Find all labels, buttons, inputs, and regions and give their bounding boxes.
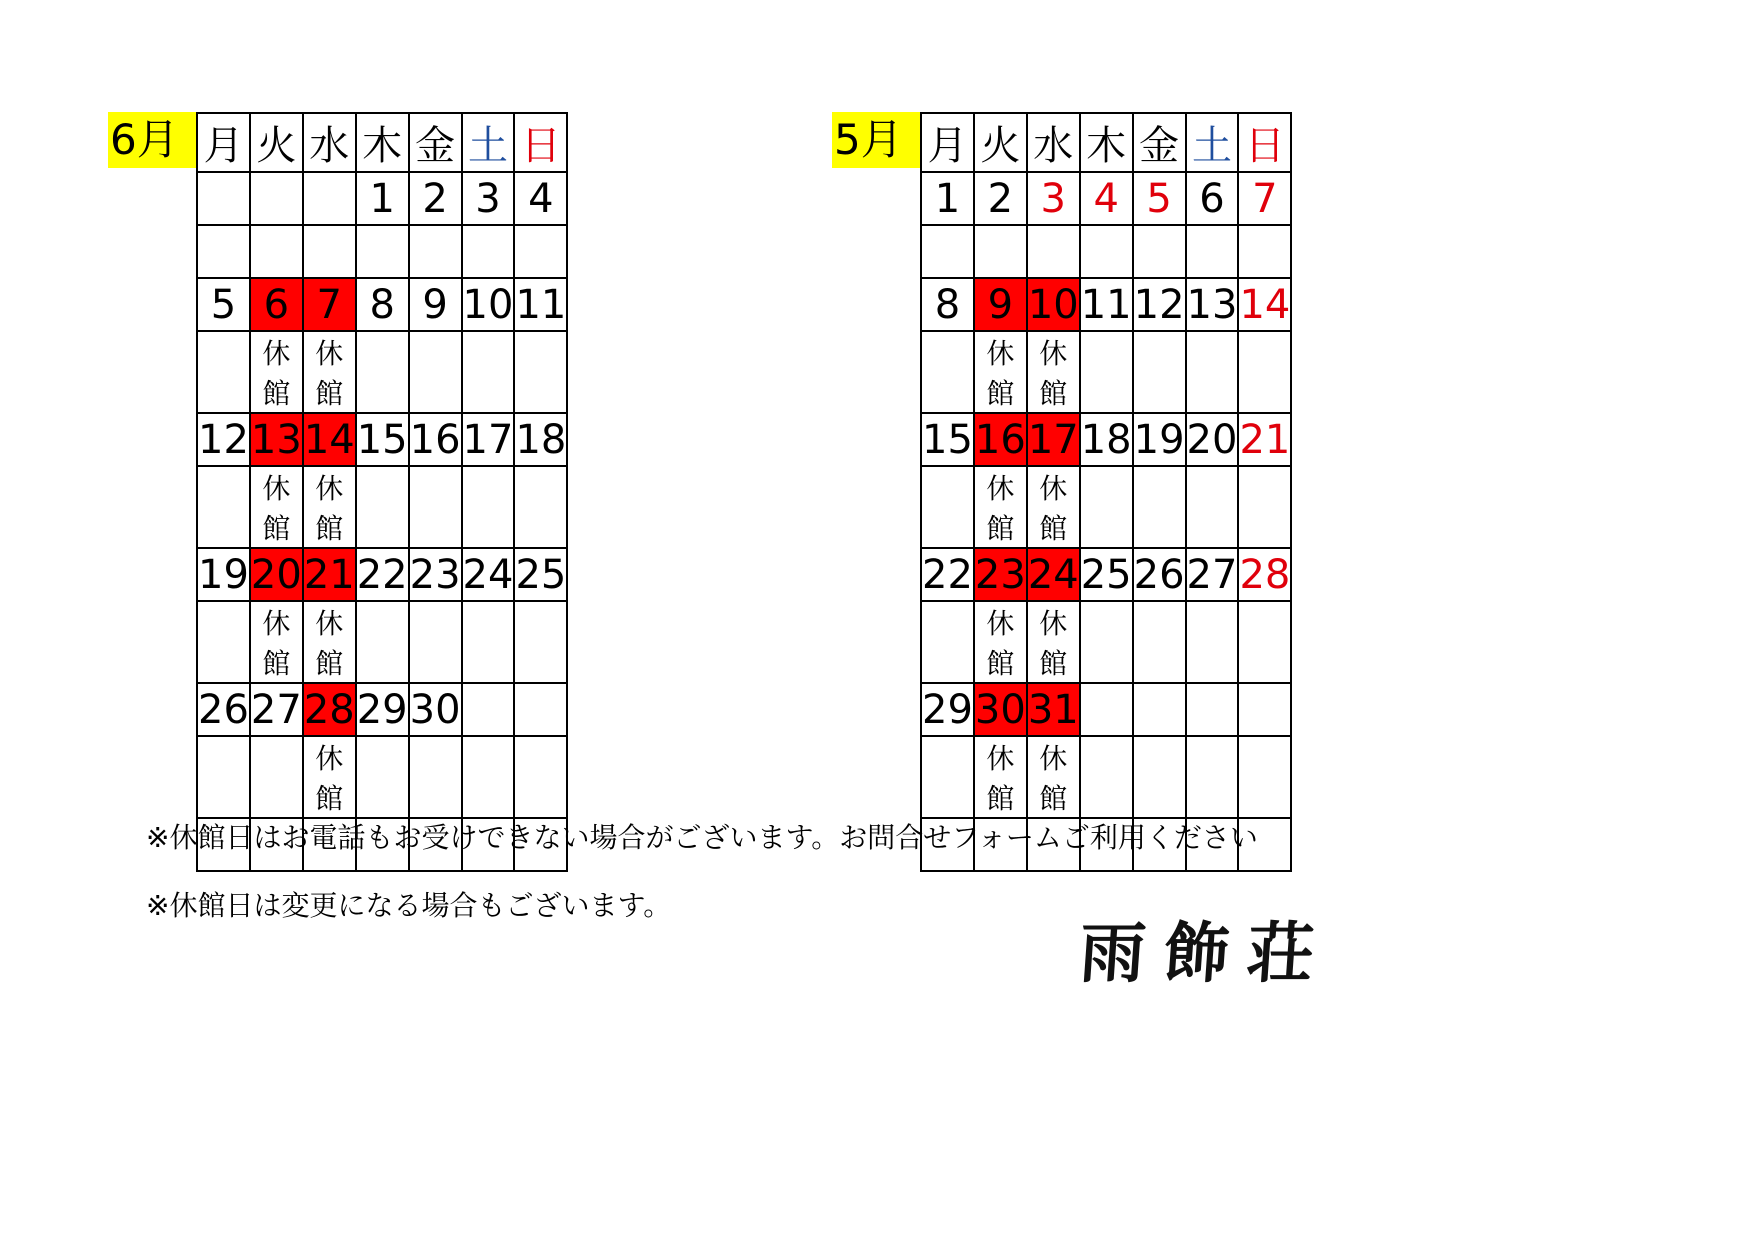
date-cell: 20: [1186, 413, 1239, 466]
weekday-sat: 土: [462, 113, 515, 172]
date-cell: 2: [974, 172, 1027, 225]
closed-note: 休館: [1027, 736, 1080, 818]
note-cell: [514, 601, 567, 683]
note-cell: [462, 601, 515, 683]
date-cell: 29: [921, 683, 974, 736]
date-cell: 2: [409, 172, 462, 225]
date-cell-holiday: 14: [1238, 278, 1291, 331]
date-row: [921, 548, 1291, 601]
date-cell-holiday: 3: [1027, 172, 1080, 225]
date-cell-holiday: 21: [1238, 413, 1291, 466]
note-cell: [1186, 736, 1239, 818]
date-row: [921, 413, 1291, 466]
note-cell: [1186, 601, 1239, 683]
date-cell-closed: 21: [303, 548, 356, 601]
closed-note: 休館: [974, 736, 1027, 818]
closed-note: 休館: [303, 331, 356, 413]
note-cell: [197, 225, 250, 278]
note-cell: [356, 601, 409, 683]
closed-note: 休館: [974, 331, 1027, 413]
date-cell-closed: 17: [1027, 413, 1080, 466]
date-row: [197, 278, 567, 331]
note-row: [197, 736, 567, 818]
note-row: [921, 466, 1291, 548]
date-cell: [1133, 683, 1186, 736]
date-cell: 13: [1186, 278, 1239, 331]
closed-note: 休館: [1027, 466, 1080, 548]
note-row: [921, 601, 1291, 683]
date-row: [197, 683, 567, 736]
date-cell: 12: [197, 413, 250, 466]
note-cell: [409, 601, 462, 683]
note-cell: [514, 736, 567, 818]
note-row: [921, 736, 1291, 818]
date-row: [921, 683, 1291, 736]
date-cell: 6: [1186, 172, 1239, 225]
note-row: [197, 331, 567, 413]
note-cell: [514, 225, 567, 278]
date-cell: 3: [462, 172, 515, 225]
note-cell: [462, 225, 515, 278]
date-cell: 12: [1133, 278, 1186, 331]
date-cell: 27: [250, 683, 303, 736]
weekday-mon: 月: [921, 113, 974, 172]
date-cell: 22: [921, 548, 974, 601]
date-cell: 26: [197, 683, 250, 736]
date-cell: 26: [1133, 548, 1186, 601]
date-cell: 5: [197, 278, 250, 331]
closed-note: 休館: [250, 331, 303, 413]
closed-note: 休館: [303, 736, 356, 818]
date-cell: [1080, 683, 1133, 736]
note-cell: [1080, 225, 1133, 278]
note-cell: [974, 225, 1027, 278]
date-cell-holiday: 7: [1238, 172, 1291, 225]
date-cell: [462, 683, 515, 736]
note-cell: [250, 225, 303, 278]
date-cell: 25: [1080, 548, 1133, 601]
weekday-header-row: [921, 113, 1291, 172]
note-cell: [514, 466, 567, 548]
weekday-sun: 日: [1238, 113, 1291, 172]
date-cell: 10: [462, 278, 515, 331]
note-cell: [1133, 225, 1186, 278]
date-cell-closed: 6: [250, 278, 303, 331]
note-cell: [303, 225, 356, 278]
note-cell: [356, 331, 409, 413]
date-cell: 11: [1080, 278, 1133, 331]
date-cell: 27: [1186, 548, 1239, 601]
closed-note: 休館: [1027, 601, 1080, 683]
date-cell-closed: 23: [974, 548, 1027, 601]
note-cell: [197, 331, 250, 413]
date-cell: 30: [409, 683, 462, 736]
date-cell: [514, 683, 567, 736]
closed-note: 休館: [974, 601, 1027, 683]
date-cell-closed: 14: [303, 413, 356, 466]
closure-notice-1: ※休館日はお電話もお受けできない場合がございます。お問合せフォームご利用ください: [146, 821, 1258, 854]
note-row: [197, 225, 567, 278]
note-cell: [1238, 736, 1291, 818]
note-cell: [921, 466, 974, 548]
date-cell: 1: [356, 172, 409, 225]
date-cell: 16: [409, 413, 462, 466]
closed-note: 休館: [1027, 331, 1080, 413]
date-cell: 24: [462, 548, 515, 601]
date-cell: 29: [356, 683, 409, 736]
note-cell: [197, 601, 250, 683]
note-cell: [1080, 736, 1133, 818]
date-cell: [197, 172, 250, 225]
date-cell: 18: [514, 413, 567, 466]
note-cell: [1238, 225, 1291, 278]
date-cell: 17: [462, 413, 515, 466]
date-cell-holiday: 4: [1080, 172, 1133, 225]
note-cell: [409, 331, 462, 413]
date-cell: 19: [197, 548, 250, 601]
closed-note: 休館: [250, 466, 303, 548]
date-cell: 15: [921, 413, 974, 466]
date-cell: [303, 172, 356, 225]
note-row: [197, 466, 567, 548]
weekday-header-row: [197, 113, 567, 172]
date-cell-closed: 30: [974, 683, 1027, 736]
note-cell: [1133, 331, 1186, 413]
date-cell-closed: 13: [250, 413, 303, 466]
date-cell-holiday: 28: [1238, 548, 1291, 601]
date-cell: 8: [356, 278, 409, 331]
calendar-grid: [920, 112, 1292, 872]
date-cell-closed: 9: [974, 278, 1027, 331]
note-cell: [356, 736, 409, 818]
date-cell: 4: [514, 172, 567, 225]
date-cell-closed: 31: [1027, 683, 1080, 736]
note-cell: [1027, 225, 1080, 278]
date-cell: 19: [1133, 413, 1186, 466]
note-cell: [1186, 225, 1239, 278]
weekday-thu: 木: [1080, 113, 1133, 172]
weekday-mon: 月: [197, 113, 250, 172]
note-cell: [197, 466, 250, 548]
date-cell-closed: 16: [974, 413, 1027, 466]
closed-note: 休館: [974, 466, 1027, 548]
note-cell: [1080, 466, 1133, 548]
date-cell-closed: 7: [303, 278, 356, 331]
note-cell: [462, 466, 515, 548]
note-cell: [462, 331, 515, 413]
date-cell: 22: [356, 548, 409, 601]
note-cell: [1080, 601, 1133, 683]
date-cell-holiday: 5: [1133, 172, 1186, 225]
closed-note: 休館: [303, 601, 356, 683]
weekday-tue: 火: [974, 113, 1027, 172]
note-cell: [1238, 466, 1291, 548]
date-row: [921, 278, 1291, 331]
date-cell-closed: 28: [303, 683, 356, 736]
note-cell: [1133, 736, 1186, 818]
date-cell: 1: [921, 172, 974, 225]
note-cell: [409, 736, 462, 818]
date-cell: 9: [409, 278, 462, 331]
closed-note: 休館: [250, 601, 303, 683]
weekday-fri: 金: [409, 113, 462, 172]
note-cell: [356, 225, 409, 278]
date-cell: 8: [921, 278, 974, 331]
note-cell: [462, 736, 515, 818]
note-cell: [1186, 466, 1239, 548]
closed-note: 休館: [303, 466, 356, 548]
note-cell: [250, 736, 303, 818]
note-cell: [921, 225, 974, 278]
note-cell: [921, 736, 974, 818]
date-row: [197, 413, 567, 466]
date-row: [197, 172, 567, 225]
note-cell: [1133, 466, 1186, 548]
calendar-grid: [196, 112, 568, 872]
note-cell: [1186, 331, 1239, 413]
note-cell: [1238, 601, 1291, 683]
date-cell: 15: [356, 413, 409, 466]
date-cell: 11: [514, 278, 567, 331]
note-cell: [409, 466, 462, 548]
weekday-thu: 木: [356, 113, 409, 172]
month-label: 6月: [108, 112, 196, 168]
brand-logo: 雨飾荘: [1076, 914, 1335, 992]
note-cell: [1238, 331, 1291, 413]
note-cell: [1080, 331, 1133, 413]
date-cell-closed: 24: [1027, 548, 1080, 601]
note-row: [921, 225, 1291, 278]
note-cell: [1133, 601, 1186, 683]
date-row: [921, 172, 1291, 225]
date-cell-closed: 10: [1027, 278, 1080, 331]
date-cell: [1186, 683, 1239, 736]
weekday-wed: 水: [303, 113, 356, 172]
note-cell: [921, 601, 974, 683]
weekday-fri: 金: [1133, 113, 1186, 172]
weekday-wed: 水: [1027, 113, 1080, 172]
note-row: [921, 331, 1291, 413]
date-cell: 23: [409, 548, 462, 601]
note-cell: [356, 466, 409, 548]
note-cell: [514, 331, 567, 413]
date-cell: [1238, 683, 1291, 736]
weekday-sat: 土: [1186, 113, 1239, 172]
closure-notice-2: ※休館日は変更になる場合もございます。: [146, 889, 672, 922]
date-cell-closed: 20: [250, 548, 303, 601]
note-cell: [409, 225, 462, 278]
date-row: [197, 548, 567, 601]
note-row: [197, 601, 567, 683]
weekday-sun: 日: [514, 113, 567, 172]
note-cell: [921, 331, 974, 413]
date-cell: [250, 172, 303, 225]
weekday-tue: 火: [250, 113, 303, 172]
date-cell: 18: [1080, 413, 1133, 466]
month-label: 5月: [832, 112, 920, 168]
note-cell: [197, 736, 250, 818]
date-cell: 25: [514, 548, 567, 601]
